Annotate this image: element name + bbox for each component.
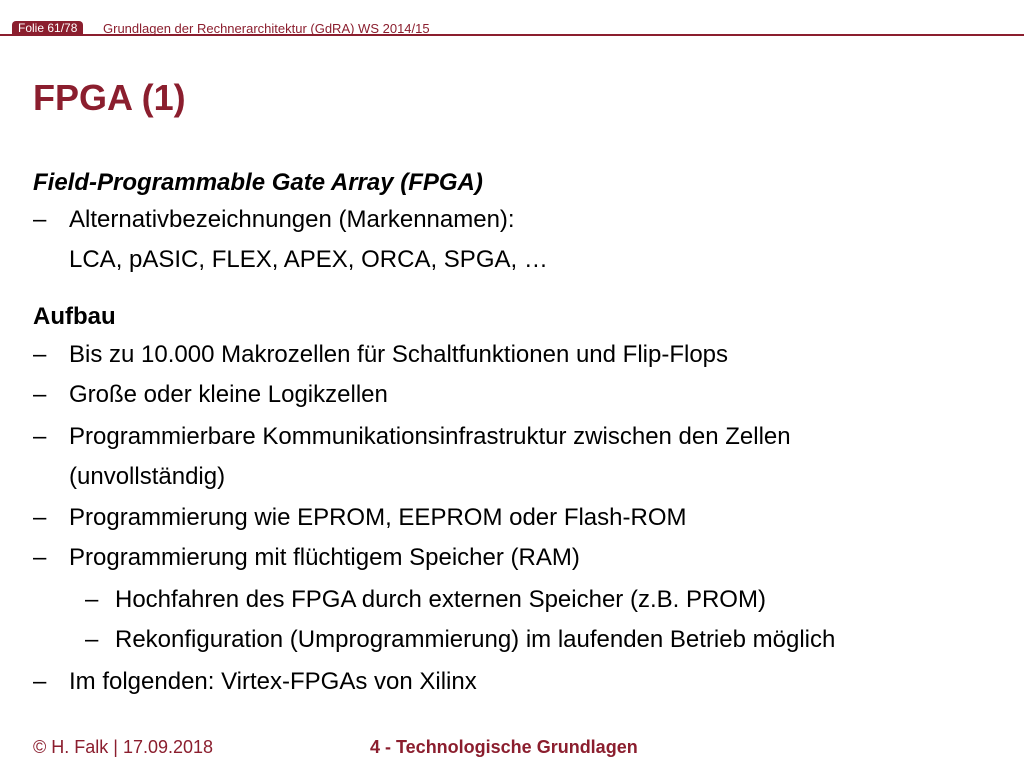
section-heading-fpga: Field-Programmable Gate Array (FPGA) (33, 169, 483, 196)
slide-number-badge: Folie 61/78 (12, 21, 83, 36)
list-item-text: Programmierung wie EPROM, EEPROM oder Flash-ROM (69, 504, 687, 531)
course-title: Grundlagen der Rechnerarchitektur (GdRA) WS 2014/15 (103, 21, 430, 36)
bullet-dash: – (85, 586, 99, 613)
bullet-dash: – (33, 504, 47, 531)
section-heading-aufbau: Aufbau (33, 303, 116, 330)
list-item-text: (unvollständig) (69, 463, 226, 490)
bullet-dash: – (33, 423, 47, 450)
list-item-text: LCA, pASIC, FLEX, APEX, ORCA, SPGA, … (69, 246, 548, 273)
page-title: FPGA (1) (33, 77, 186, 118)
footer-chapter: 4 - Technologische Grundlagen (370, 737, 638, 757)
footer-author-date: © H. Falk | 17.09.2018 (33, 737, 214, 757)
bullet-dash: – (33, 381, 47, 408)
list-item-text: Hochfahren des FPGA durch externen Speicher (z.B. PROM) (115, 586, 766, 613)
list-item-text: Bis zu 10.000 Makrozellen für Schaltfunktionen und Flip-Flops (69, 341, 729, 368)
list-item-text: Rekonfiguration (Umprogrammierung) im laufenden Betrieb möglich (115, 626, 836, 653)
bullet-dash: – (33, 206, 47, 233)
list-item-text: Alternativbezeichnungen (Markennamen): (69, 206, 515, 233)
bullet-dash: – (33, 668, 47, 695)
list-item-text: Programmierung mit flüchtigem Speicher (RAM) (69, 544, 580, 571)
list-item-text: Große oder kleine Logikzellen (69, 381, 388, 408)
bullet-dash: – (33, 544, 47, 571)
bullet-dash: – (33, 341, 47, 368)
bullet-dash: – (85, 626, 99, 653)
list-item-text: Im folgenden: Virtex-FPGAs von Xilinx (69, 668, 477, 695)
list-item-text: Programmierbare Kommunikationsinfrastruktur zwischen den Zellen (69, 423, 791, 450)
